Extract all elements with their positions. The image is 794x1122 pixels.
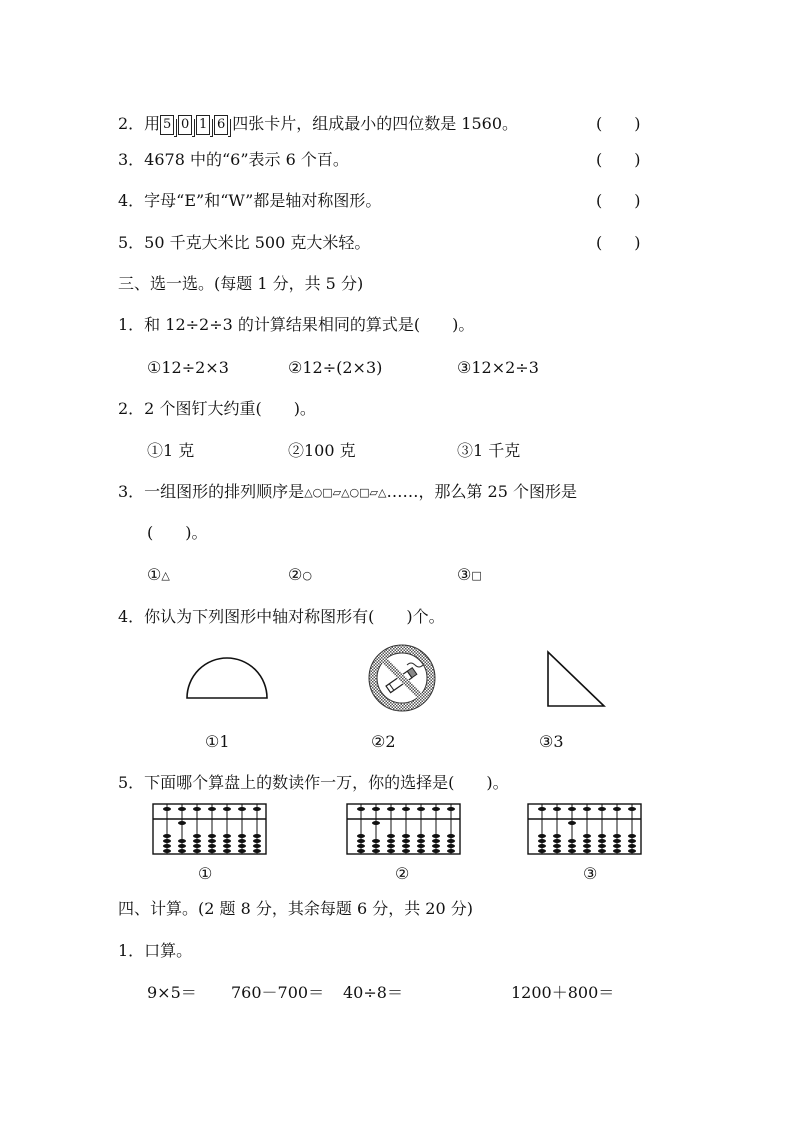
tf-question-2 xyxy=(118,113,518,135)
calc-item[interactable]: 9×5＝ xyxy=(147,983,197,1002)
semicircle-icon xyxy=(185,656,269,702)
calc-item[interactable]: 760－700＝ xyxy=(231,983,325,1002)
answer-paren[interactable]: ( ) xyxy=(596,233,641,252)
digit-card: 0 xyxy=(178,115,192,135)
digit-card: 5 xyxy=(160,115,174,135)
answer-paren[interactable]: ( ) xyxy=(596,191,641,210)
mc-question-4: 4．你认为下列图形中轴对称图形有( )个。 xyxy=(118,607,445,626)
option-1[interactable]: ①12÷2×3 xyxy=(147,358,229,377)
question-text: ……，那么第 25 个图形是 xyxy=(386,482,578,501)
option-2[interactable]: ② xyxy=(395,864,410,883)
option-number: ③ xyxy=(457,565,472,584)
tf-question-5: 5．50 千克大米比 500 克大米轻。 xyxy=(118,233,371,252)
abacus-icon xyxy=(152,803,267,855)
digit-card: 1 xyxy=(196,115,210,135)
question-text: 2．用 xyxy=(118,114,161,133)
triangle-icon: △ xyxy=(161,569,170,582)
option-3[interactable]: ③3 xyxy=(539,732,564,751)
calc-item[interactable]: 1200＋800＝ xyxy=(511,983,615,1002)
answer-paren[interactable]: ( ) xyxy=(596,150,641,169)
option-1[interactable]: ①1 克 xyxy=(147,441,195,460)
option-2[interactable]: ②2 xyxy=(371,732,396,751)
question-text: 3．一组图形的排列顺序是 xyxy=(118,482,305,501)
question-text: 四张卡片，组成最小的四位数是 1560。 xyxy=(232,114,518,133)
option-1[interactable]: ① xyxy=(198,864,213,883)
option-number: ① xyxy=(147,565,162,584)
option-3[interactable]: ③1 千克 xyxy=(457,441,521,460)
mc-question-3-line2: ( )。 xyxy=(147,523,208,542)
option-1[interactable] xyxy=(147,564,170,587)
option-2[interactable]: ②12÷(2×3) xyxy=(288,358,383,377)
square-icon: □ xyxy=(471,569,482,582)
mc-question-2: 2．2 个图钉大约重( )。 xyxy=(118,399,316,418)
calc-item[interactable]: 40÷8＝ xyxy=(343,983,403,1002)
option-number: ② xyxy=(288,565,303,584)
shape-sequence: △○□▱△○□▱△ xyxy=(304,486,387,499)
option-3[interactable] xyxy=(457,564,482,587)
option-2[interactable]: ②100 克 xyxy=(288,441,356,460)
no-smoking-icon xyxy=(369,645,435,711)
mc-question-5: 5．下面哪个算盘上的数读作一万，你的选择是( )。 xyxy=(118,773,509,792)
answer-paren[interactable]: ( ) xyxy=(596,114,641,133)
circle-icon: ○ xyxy=(302,569,312,582)
abacus-icon xyxy=(346,803,461,855)
right-triangle-icon xyxy=(546,650,608,708)
mc-question-3 xyxy=(118,481,577,504)
digit-card: 6 xyxy=(214,115,228,135)
abacus-icon xyxy=(527,803,642,855)
section-title: 四、计算。(2 题 8 分，其余每题 6 分，共 20 分) xyxy=(118,899,473,918)
tf-question-4: 4．字母“E”和“W”都是轴对称图形。 xyxy=(118,191,382,210)
section-title: 三、选一选。(每题 1 分，共 5 分) xyxy=(118,274,364,293)
option-3[interactable]: ③12×2÷3 xyxy=(457,358,539,377)
mc-question-1: 1．和 12÷2÷3 的计算结果相同的算式是( )。 xyxy=(118,315,475,334)
option-2[interactable] xyxy=(288,564,312,587)
tf-question-3: 3．4678 中的“6”表示 6 个百。 xyxy=(118,150,349,169)
option-3[interactable]: ③ xyxy=(583,864,598,883)
option-1[interactable]: ①1 xyxy=(205,732,230,751)
calc-question-1: 1．口算。 xyxy=(118,941,193,960)
